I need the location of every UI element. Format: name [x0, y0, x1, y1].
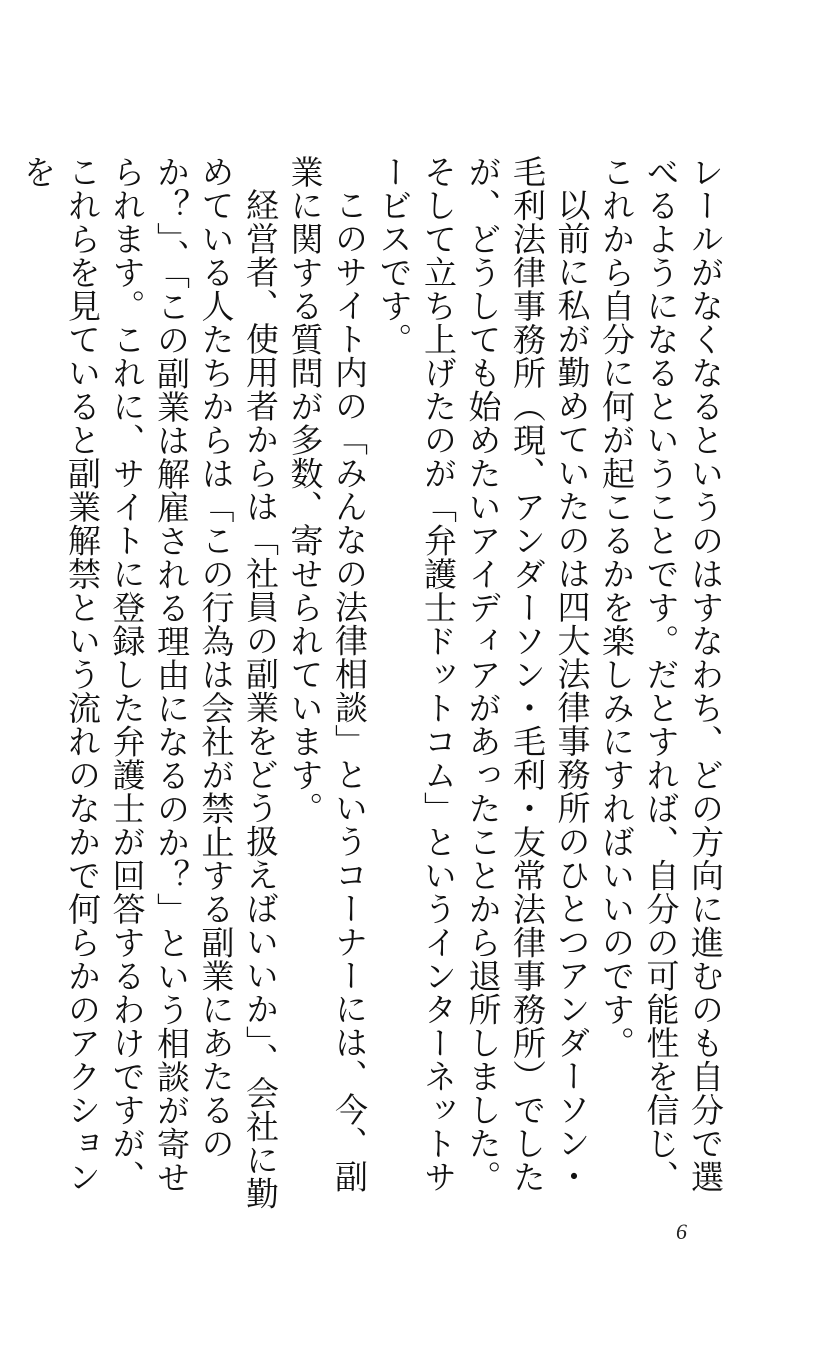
paragraph-4: 経営者、使用者からは「社員の副業をどう扱えばいいか」、会社に勤めている人たちからは「この行為は会社が禁止する副業にあたるのか？」、「この副業は解雇される理由になるのか？」という相談が寄せられます。これに、サイトに登録した弁護士が回答するわけですが、これらを見ていると副業解禁という流れのなかで何らかのアクションを	[18, 155, 280, 1210]
page-number: 6	[676, 1219, 687, 1244]
paragraph-3: このサイト内の「みんなの法律相談」というコーナーには、今、副業に関する質問が多数、寄せられています。	[285, 155, 369, 1193]
vertical-text-body	[15, 155, 727, 1215]
paragraph-1: レールがなくなるというのはすなわち、どの方向に進むのも自分で選べるようになるということです。だとすれば、自分の可能性を信じ、これから自分に何が起こるかを楽しみにすればいいのです。	[597, 155, 725, 1194]
paragraph-2: 以前に私が勤めていたのは四大法律事務所のひとつアンダーソン・毛利法律事務所（現、アンダーソン・毛利・友常法律事務所）でしたが、どうしても始めたいアイディアがあったことから退所しました。そして立ち上げたのが「弁護士ドットコム」というインターネットサービスです。	[374, 155, 592, 1194]
